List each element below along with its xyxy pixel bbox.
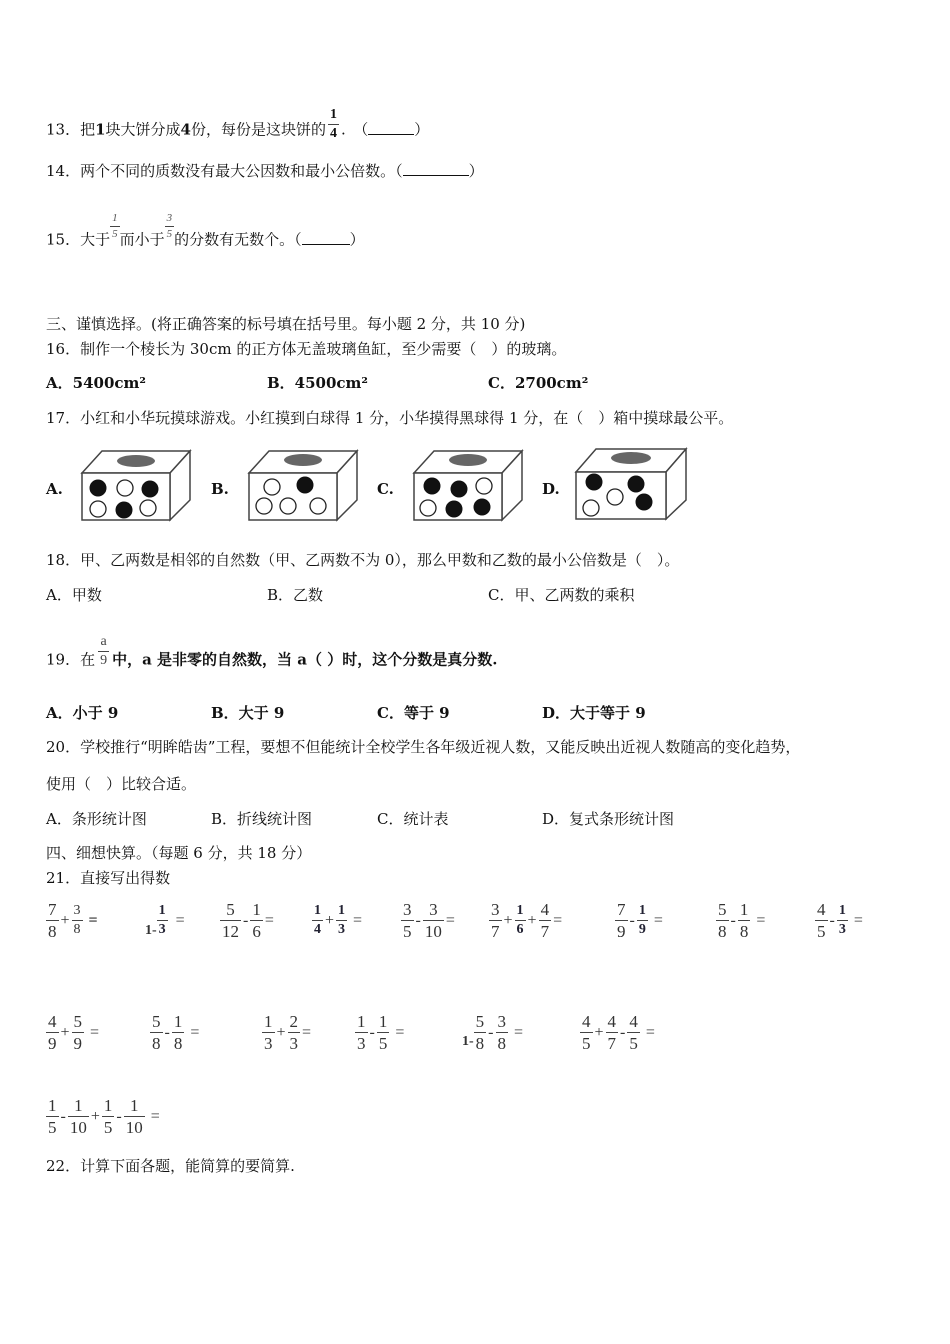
fraction: $\frac{4}{5}$	[817, 900, 826, 941]
fraction: $\frac{1}{8}$	[739, 900, 749, 941]
fraction: $\frac{1}{4}$	[314, 903, 321, 937]
expression-3: $\frac{5}{12}$ - $\frac{1}{6}$ =	[222, 900, 274, 941]
question-15: 15．大于 $\frac{1}{5}$ 而小于 $\frac{3}{5}$ 的分数有无数个。（ ）	[46, 212, 365, 249]
expression-14: 1- $\frac{5}{8}$ - $\frac{3}{8}$ =	[462, 1012, 524, 1053]
q16-option-b[interactable]: B．4500cm²	[267, 374, 369, 392]
q17-option-d[interactable]: D.	[542, 480, 560, 498]
fraction: $\frac{5}{9}$	[73, 1012, 83, 1053]
expression-7: $\frac{7}{9}$ - $\frac{1}{9}$ =	[617, 900, 663, 941]
ball-box-a	[80, 448, 192, 523]
fraction: $\frac{1}{3}$	[158, 903, 166, 937]
question-20-line-1: 20．学校推行“明眸皓齿”工程，要想不但能统计全校学生各年级近视人数，又能反映出近视人数随高的变化趋势，	[46, 738, 801, 756]
question-13: 13．把1块大饼分成4份，每份是这块饼的 $\frac{1}{4}$ . （ ）	[46, 107, 430, 141]
fraction: $\frac{1}{5}$	[103, 1096, 113, 1137]
question-14: 14．两个不同的质数没有最大公因数和最小公倍数。（ ）	[46, 162, 484, 180]
fraction: $\frac{1}{10}$	[69, 1096, 87, 1137]
fraction: $\frac{4}{5}$	[629, 1012, 638, 1053]
q17-option-b[interactable]: B.	[211, 480, 229, 498]
question-22: 22．计算下面各题，能简算的要简算.	[46, 1157, 295, 1175]
q16-option-a[interactable]: A．5400cm²	[46, 374, 146, 392]
fraction: $\frac{5}{8}$	[152, 1012, 161, 1053]
q17-option-a[interactable]: A.	[46, 480, 63, 498]
q20-option-d[interactable]: D．复式条形统计图	[542, 810, 675, 828]
fraction: $\frac{5}{12}$	[222, 900, 239, 941]
question-19: 19．在 $\frac{a}{9}$ 中，a 是非零的自然数，当 a（ ）时，这个分数是真分数.	[46, 634, 498, 669]
fraction: $\frac{1}{6}$	[252, 900, 261, 941]
answer-blank[interactable]	[368, 122, 414, 135]
q19-option-b[interactable]: B．大于 9	[211, 704, 285, 722]
q20-option-b[interactable]: B．折线统计图	[211, 810, 313, 828]
fraction: $\frac{4}{5}$	[582, 1012, 591, 1053]
q16-option-c[interactable]: C．2700cm²	[488, 374, 589, 392]
q20-option-a[interactable]: A．条形统计图	[46, 810, 147, 828]
section-4-title: 四、细想快算。（每题 6 分，共 18 分）	[46, 844, 312, 862]
fraction: $\frac{1}{3}$	[338, 903, 346, 937]
fraction: $\frac{1}{3}$	[838, 903, 846, 937]
q17-option-c[interactable]: C.	[377, 480, 394, 498]
answer-blank[interactable]	[302, 232, 350, 245]
ball-box-c	[412, 448, 524, 523]
fraction: $\frac{5}{8}$	[475, 1012, 485, 1053]
fraction-one-quarter: $\frac{1}{4}$	[330, 107, 337, 141]
fraction: $\frac{3}{5}$	[403, 900, 412, 941]
question-20-line-2: 使用（ ）比较合适。	[46, 775, 197, 793]
section-3-title: 三、谨慎选择。(将正确答案的标号填在括号里。每小题 2 分，共 10 分)	[46, 315, 526, 333]
question-18: 18．甲、乙两数是相邻的自然数（甲、乙两数不为 0），那么甲数和乙数的最小公倍数是（ ）。	[46, 551, 680, 569]
fraction: $\frac{1}{8}$	[173, 1012, 183, 1053]
expression-6: $\frac{3}{7}$ + $\frac{1}{6}$ + $\frac{4}{7}$ =	[491, 900, 563, 941]
fraction: $\frac{5}{8}$	[718, 900, 727, 941]
expression-13: $\frac{1}{3}$ - $\frac{1}{5}$ =	[357, 1012, 405, 1053]
expression-5: $\frac{3}{5}$ - $\frac{3}{10}$ =	[403, 900, 455, 941]
expression-11: $\frac{5}{8}$ - $\frac{1}{8}$ =	[152, 1012, 200, 1053]
fraction: $\frac{1}{3}$	[357, 1012, 366, 1053]
q19-option-d[interactable]: D．大于等于 9	[542, 704, 646, 722]
expression-1: $\frac{7}{8}$ + $\frac{3}{8}$ =	[48, 900, 98, 941]
q20-option-c[interactable]: C．统计表	[377, 810, 449, 828]
fraction: $\frac{3}{7}$	[491, 900, 500, 941]
fraction: $\frac{3}{8}$	[73, 903, 81, 937]
fraction-one-fifth: $\frac{1}{5}$	[112, 212, 118, 240]
expression-9: $\frac{4}{5}$ - $\frac{1}{3}$ =	[817, 900, 863, 941]
expression-8: $\frac{5}{8}$ - $\frac{1}{8}$ =	[718, 900, 766, 941]
fraction: $\frac{4}{9}$	[48, 1012, 57, 1053]
ball-box-b	[247, 448, 359, 523]
q18-option-a[interactable]: A．甲数	[46, 586, 102, 604]
q19-option-a[interactable]: A．小于 9	[46, 704, 119, 722]
fraction-three-fifths: $\frac{3}{5}$	[166, 212, 173, 240]
expression-10: $\frac{4}{9}$ + $\frac{5}{9}$ =	[48, 1012, 100, 1053]
fraction: $\frac{1}{6}$	[516, 903, 524, 937]
q19-option-c[interactable]: C．等于 9	[377, 704, 450, 722]
fraction: $\frac{4}{7}$	[540, 900, 550, 941]
fraction: $\frac{1}{3}$	[264, 1012, 273, 1053]
expression-12: $\frac{1}{3}$ + $\frac{2}{3}$ =	[264, 1012, 312, 1053]
fraction: $\frac{3}{8}$	[497, 1012, 506, 1053]
ball-box-d	[574, 446, 688, 524]
fraction: $\frac{4}{7}$	[607, 1012, 617, 1053]
fraction: $\frac{7}{9}$	[617, 900, 626, 941]
fraction: $\frac{2}{3}$	[289, 1012, 299, 1053]
expression-15: $\frac{4}{5}$ + $\frac{4}{7}$ - $\frac{4}{5}$ =	[582, 1012, 655, 1053]
fraction: $\frac{7}{8}$	[48, 900, 57, 941]
question-21: 21．直接写出得数	[46, 869, 171, 887]
question-16: 16．制作一个棱长为 30cm 的正方体无盖玻璃鱼缸，至少需要（ ）的玻璃。	[46, 340, 567, 358]
q18-option-c[interactable]: C．甲、乙两数的乘积	[488, 586, 635, 604]
fraction: $\frac{1}{5}$	[48, 1096, 57, 1137]
q18-option-b[interactable]: B．乙数	[267, 586, 324, 604]
fraction: $\frac{3}{10}$	[424, 900, 442, 941]
fraction: $\frac{1}{10}$	[125, 1096, 143, 1137]
fraction: $\frac{1}{5}$	[378, 1012, 388, 1053]
fraction: $\frac{1}{9}$	[638, 903, 646, 937]
question-17: 17．小红和小华玩摸球游戏。小红摸到白球得 1 分，小华摸得黑球得 1 分，在（ ）箱中摸球最公平。	[46, 409, 734, 427]
expression-4: $\frac{1}{4}$ + $\frac{1}{3}$ =	[314, 903, 363, 937]
answer-blank[interactable]	[403, 163, 469, 176]
fraction-a-over-9: $\frac{a}{9}$	[100, 634, 108, 668]
expression-2: 1- $\frac{1}{3}$ =	[145, 903, 185, 938]
expression-16: $\frac{1}{5}$ - $\frac{1}{10}$ + $\frac{1}{5}$ - $\frac{1}{10}$ =	[48, 1096, 160, 1137]
